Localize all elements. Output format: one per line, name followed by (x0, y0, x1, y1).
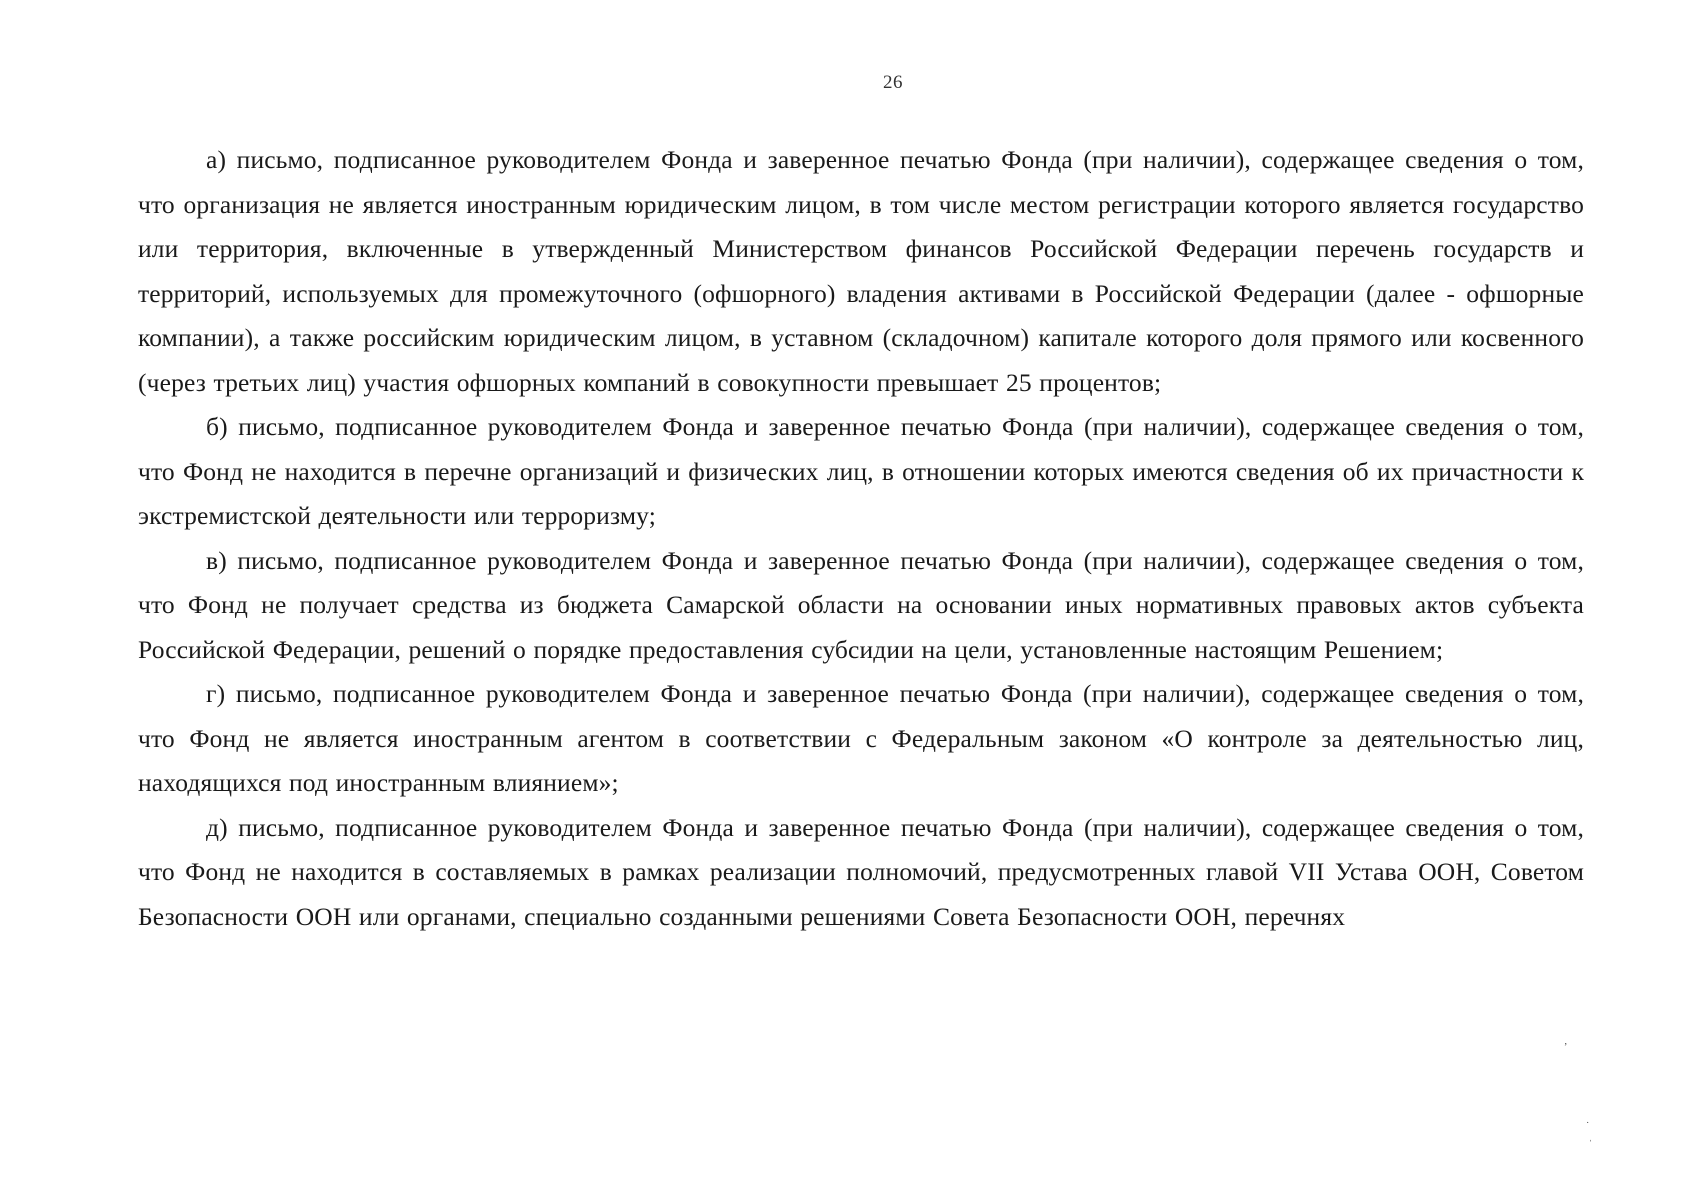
paragraph-g: г) письмо, подписанное руководителем Фонда и заверенное печатью Фонда (при наличии), содержащее сведения о том, что Фонд не является иностранным агентом в соответствии с Федеральным законом «О контроле за деятельностью лиц, находящихся под иностранным влиянием»; (138, 679, 1584, 797)
page-number: 26 (883, 72, 903, 93)
document-body (138, 138, 1584, 939)
paragraph-b: б) письмо, подписанное руководителем Фонда и заверенное печатью Фонда (при наличии), содержащее сведения о том, что Фонд не находится в перечне организаций и физических лиц, в отношении которых имеются сведения об их причастности к экстремистской деятельности или терроризму; (138, 412, 1584, 530)
paragraph-v: в) письмо, подписанное руководителем Фонда и заверенное печатью Фонда (при наличии), содержащее сведения о том, что Фонд не получает средства из бюджета Самарской области на основании иных нормативных правовых актов субъекта Российской Федерации, решений о порядке предоставления субсидии на цели, установленные настоящим Решением; (138, 545, 1584, 664)
scan-speck: ˙ (1586, 1121, 1590, 1132)
paragraph-a: а) письмо, подписанное руководителем Фонда и заверенное печатью Фонда (при наличии), содержащее сведения о том, что организация не является иностранным юридическим лицом, в том числе местом регистрации которого является государство или территория, включенные в утвержденный Министерством финансов Российской Федерации перечень государств и территорий, используемых для промежуточного (офшорного) владения активами в Российской Федерации (далее - офшорные компании), а также российским юридическим лицом, в уставном (складочном) капитале которого доля прямого или косвенного (через третьих лиц) участия офшорных компаний в совокупности превышает 25 процентов; (138, 145, 1584, 397)
scan-speck: ˌ (1589, 1131, 1593, 1142)
paragraph-d: д) письмо, подписанное руководителем Фонда и заверенное печатью Фонда (при наличии), содержащее сведения о том, что Фонд не находится в составляемых в рамках реализации полномочий, предусмотренных главой VII Устава ООН, Советом Безопасности ООН или органами, специально созданными решениями Совета Безопасности ООН, перечнях (138, 812, 1584, 931)
scan-speck: ‚ (1564, 1036, 1568, 1047)
